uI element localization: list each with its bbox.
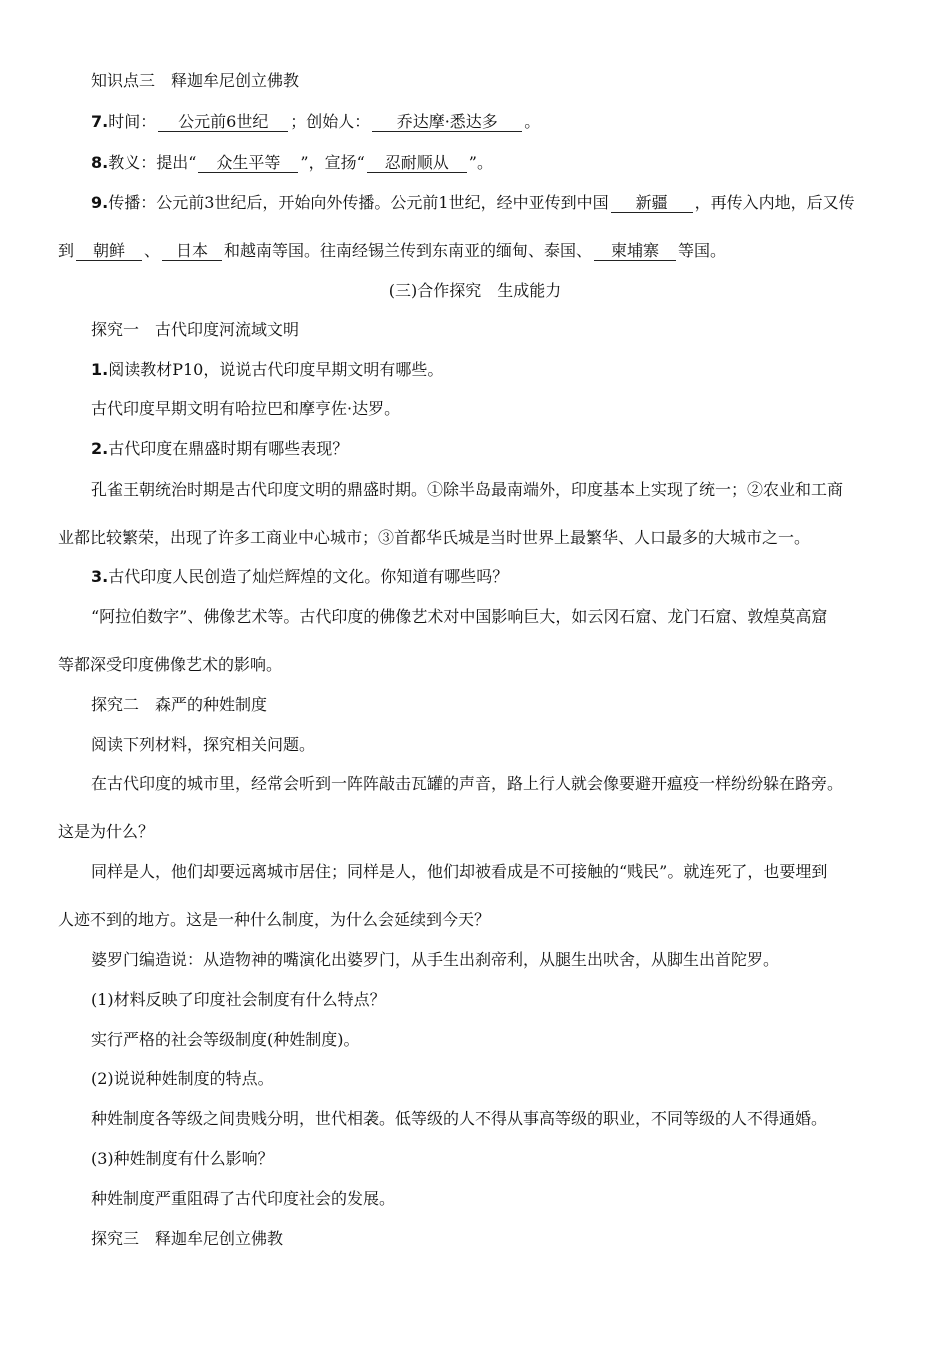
q8-answer-2: 忍耐顺从 (367, 154, 467, 173)
q8-mid: ”，宣扬“ (300, 153, 365, 172)
q7-time-label: 时间： (108, 112, 157, 131)
explore-1-q2-number: 2. (91, 439, 109, 458)
explore-1-answer-2-line-2: 业都比较繁荣，出现了许多工商业中心城市；③首都华氏城是当时世界上最繁华、人口最多的大城市之一。 (58, 528, 811, 547)
question-9-line-2 (58, 241, 726, 261)
q7-founder-answer: 乔达摩·悉达多 (372, 113, 522, 132)
explore-1-answer-2-line-1: 孔雀王朝统治时期是古代印度文明的鼎盛时期。①除半岛最南端外，印度基本上实现了统一；②农业和工商 (91, 480, 844, 499)
explore-2-material-1-line-2: 这是为什么？ (58, 822, 155, 841)
explore-1-answer-3-line-1: “阿拉伯数字”、佛像艺术等。古代印度的佛像艺术对中国影响巨大，如云冈石窟、龙门石窟、敦煌莫高窟 (91, 607, 828, 626)
q7-time-answer: 公元前6世纪 (158, 113, 288, 132)
explore-2-material-3: 婆罗门编造说：从造物神的嘴演化出婆罗门，从手生出刹帝利，从腿生出吠舍，从脚生出首陀罗。 (91, 950, 780, 969)
q9-answer-jianpuzhai: 柬埔寨 (594, 242, 676, 261)
q9-line1-text: 传播：公元前3世纪后，开始向外传播。公元前1世纪，经中亚传到中国 (108, 193, 609, 212)
q9-line2-end: 等国。 (678, 241, 727, 260)
question-8 (91, 153, 493, 173)
explore-2-title: 探究二 森严的种姓制度 (91, 695, 268, 714)
question-9-number: 9. (91, 193, 109, 212)
explore-1-answer-1: 古代印度早期文明有哈拉巴和摩亨佐·达罗。 (91, 399, 401, 418)
explore-2-material-2-line-2: 人迹不到的地方。这是一种什么制度，为什么会延续到今天？ (58, 910, 491, 929)
q9-line2-mid: 和越南等国。往南经锡兰传到东南亚的缅甸、泰国、 (224, 241, 593, 260)
q7-end: 。 (524, 112, 541, 131)
explore-1-q3-text: 古代印度人民创造了灿烂辉煌的文化。你知道有哪些吗？ (108, 567, 509, 586)
q9-answer-riben: 日本 (162, 242, 222, 261)
q7-founder-label: ；创始人： (290, 112, 371, 131)
explore-1-question-1 (91, 360, 443, 380)
question-7-number: 7. (91, 112, 109, 131)
explore-2-material-2-line-1: 同样是人，他们却要远离城市居住；同样是人，他们却被看成是不可接触的“贱民”。就连死了，也要埋到 (91, 862, 828, 881)
explore-2-subquestion-2: (2)说说种姓制度的特点。 (91, 1069, 274, 1088)
explore-1-question-3 (91, 567, 508, 587)
explore-1-answer-3-line-2: 等都深受印度佛像艺术的影响。 (58, 655, 283, 674)
explore-1-q1-number: 1. (91, 360, 109, 379)
explore-2-intro: 阅读下列材料，探究相关问题。 (91, 735, 316, 754)
explore-2-material-1-line-1: 在古代印度的城市里，经常会听到一阵阵敲击瓦罐的声音，路上行人就会像要避开瘟疫一样纷纷躲在路旁。 (91, 774, 844, 793)
explore-1-q3-number: 3. (91, 567, 109, 586)
explore-2-subanswer-1: 实行严格的社会等级制度(种姓制度)。 (91, 1030, 360, 1049)
q8-end: ”。 (468, 153, 493, 172)
q9-answer-chaoxian: 朝鲜 (76, 242, 142, 261)
explore-3-title: 探究三 释迦牟尼创立佛教 (91, 1229, 284, 1248)
explore-2-subquestion-3: (3)种姓制度有什么影响？ (91, 1149, 274, 1168)
question-7 (91, 112, 540, 132)
question-8-number: 8. (91, 153, 109, 172)
explore-1-title: 探究一 古代印度河流域文明 (91, 320, 300, 339)
q9-line2-start: 到 (58, 241, 75, 260)
explore-2-subanswer-3: 种姓制度严重阻碍了古代印度社会的发展。 (91, 1189, 396, 1208)
q8-answer-1: 众生平等 (198, 154, 298, 173)
q9-separator: 、 (144, 241, 161, 260)
explore-1-q2-text: 古代印度在鼎盛时期有哪些表现？ (108, 439, 349, 458)
q9-answer-xinjiang: 新疆 (611, 194, 693, 213)
q8-label: 教义：提出“ (108, 153, 197, 172)
question-9-line-1 (91, 193, 855, 213)
explore-2-subquestion-1: (1)材料反映了印度社会制度有什么特点？ (91, 990, 386, 1009)
q9-line1-tail: ，再传入内地，后又传 (694, 193, 855, 212)
explore-1-question-2 (91, 439, 348, 459)
knowledge-point-3-heading: 知识点三 释迦牟尼创立佛教 (91, 71, 300, 90)
explore-1-q1-text: 阅读教材P10，说说古代印度早期文明有哪些。 (108, 360, 444, 379)
explore-2-subanswer-2: 种姓制度各等级之间贵贱分明，世代相袭。低等级的人不得从事高等级的职业，不同等级的人不得通婚。 (91, 1109, 828, 1128)
section-heading: (三)合作探究 生成能力 (388, 281, 562, 300)
